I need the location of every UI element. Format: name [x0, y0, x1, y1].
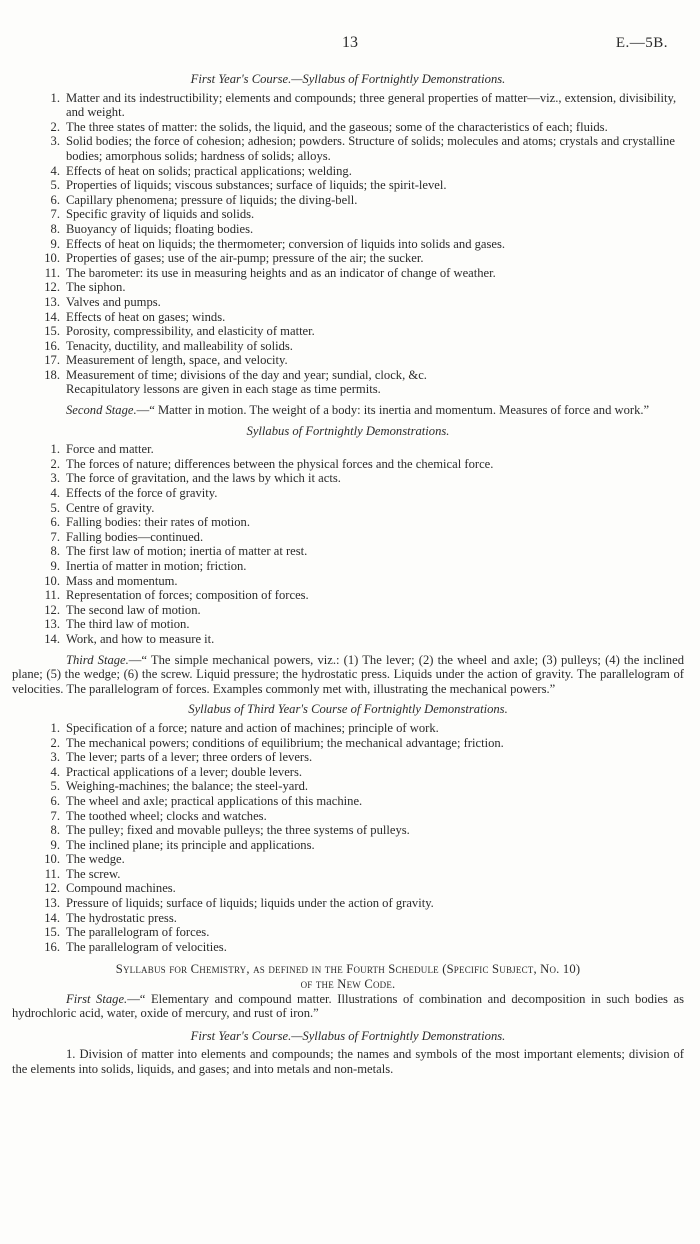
list-item-number: 10.	[44, 573, 60, 588]
list-item	[12, 310, 684, 325]
list-item-text: Representation of forces; composition of forces.	[66, 588, 309, 603]
list-item	[12, 530, 684, 545]
list-item	[12, 457, 684, 472]
third-stage-text: —“ The simple mechanical powers, viz.: (1) The lever; (2) the wheel and axle; (3) pulleys; (4) the inclined plane; (5) the wedge; (6) the screw. Liquid pressure; the hydrostatic press. Liquids under the action of gravity. The parallelogram of velocities. The parallelogram of forces. Examples commonly met with, illustrating the mechanical powers.”	[12, 652, 684, 696]
chemistry-item-1-number: 1.	[66, 1047, 76, 1062]
list-item-text: Specific gravity of liquids and solids.	[66, 207, 255, 222]
list-item-number: 18.	[44, 367, 60, 382]
list-item	[12, 765, 684, 780]
chemistry-first-stage-paragraph	[12, 992, 684, 1021]
list-item	[12, 544, 684, 559]
list-item-text: The parallelogram of velocities.	[66, 939, 227, 954]
list-item	[12, 603, 684, 618]
list-item	[12, 617, 684, 632]
list-item-text: The inclined plane; its principle and applications.	[66, 837, 315, 852]
list-item-number: 6.	[50, 515, 60, 530]
second-stage-paragraph	[12, 403, 684, 418]
chemistry-first-stage-text: —“ Elementary and compound matter. Illustrations of combination and decomposition in such bodies as hydrochloric acid, water, oxide of mercury, and rust of iron.”	[12, 991, 685, 1021]
list-item-number: 16.	[44, 338, 60, 353]
list-item-text: Compound machines.	[66, 881, 176, 896]
list-item	[12, 193, 684, 208]
third-year-syllabus-list	[12, 721, 684, 955]
list-item-number: 7.	[50, 529, 60, 544]
list-item	[12, 750, 684, 765]
list-item-text: Capillary phenomena; pressure of liquids; the diving-bell.	[66, 192, 358, 207]
body-text	[12, 72, 684, 1077]
list-item-number: 3.	[50, 471, 60, 486]
list-item-text: The barometer: its use in measuring heights and as an indicator of change of weather.	[66, 265, 496, 280]
chemistry-item-1	[12, 1047, 684, 1076]
list-item	[12, 574, 684, 589]
list-item-text: Effects of heat on gases; winds.	[66, 309, 226, 324]
third-stage-label: Third Stage.	[66, 652, 129, 667]
list-item-text: Matter and its indestructibility; elements and compounds; three general properties of matter—viz., extension, divisibility, and weight.	[66, 90, 677, 120]
section-heading-third-year: Syllabus of Third Year's Course of Fortnightly Demonstrations.	[188, 702, 508, 717]
list-item	[12, 207, 684, 222]
list-item-text: The pulley; fixed and movable pulleys; the three systems of pulleys.	[66, 823, 410, 838]
list-item-text: Buoyancy of liquids; floating bodies.	[66, 221, 254, 236]
list-item	[12, 368, 684, 383]
list-item-number: 4.	[50, 486, 60, 501]
list-item	[12, 779, 684, 794]
list-item-text: The mechanical powers; conditions of equilibrium; the mechanical advantage; friction.	[66, 735, 504, 750]
list-item-text: Effects of the force of gravity.	[66, 486, 218, 501]
list-item	[12, 852, 684, 867]
list-item	[12, 91, 684, 120]
list-item-text: The wheel and axle; practical applications of this machine.	[66, 793, 363, 808]
list-item-text: Mass and momentum.	[66, 573, 178, 588]
list-item-text: Porosity, compressibility, and elasticity of matter.	[66, 324, 315, 339]
list-item-number: 3.	[50, 134, 60, 149]
list-item	[12, 632, 684, 647]
list-item	[12, 896, 684, 911]
list-item-number: 9.	[50, 837, 60, 852]
list-item-text: Properties of liquids; viscous substances; surface of liquids; the spirit-level.	[66, 178, 447, 193]
list-item-text: Measurement of length, space, and velocity.	[66, 353, 288, 368]
document-reference: E.—5B.	[615, 35, 668, 51]
list-item	[12, 501, 684, 516]
list-item-number: 8.	[50, 221, 60, 236]
list-item	[12, 588, 684, 603]
list-item-number: 11.	[44, 588, 60, 603]
second-stage-syllabus-list	[12, 442, 684, 646]
list-item-number: 5.	[50, 178, 60, 193]
list-item	[12, 251, 684, 266]
chemistry-syllabus-heading: Syllabus for Chemistry, as defined in the Fourth Schedule (Specific Subject, No. 10)	[115, 962, 581, 977]
list-item-text: Falling bodies—continued.	[66, 529, 204, 544]
list-item	[12, 353, 684, 368]
list-item-number: 4.	[50, 764, 60, 779]
section-heading-first-year: First Year's Course.—Syllabus of Fortnightly Demonstrations.	[190, 72, 506, 86]
list-item-number: 12.	[44, 881, 60, 896]
list-item-number: 2.	[50, 119, 60, 134]
list-item-text: The second law of motion.	[66, 602, 201, 617]
list-item-text: Specification of a force; nature and action of machines; principle of work.	[66, 720, 439, 735]
list-item-text: Solid bodies; the force of cohesion; adhesion; powders. Structure of solids; molecules and atoms; crystals and crystalline bodies; amorphous solids; hardness of solids; alloys.	[66, 134, 675, 163]
list-item-text: Pressure of liquids; surface of liquids; liquids under the action of gravity.	[66, 896, 434, 911]
list-item-number: 13.	[44, 617, 60, 632]
list-item-number: 11.	[44, 866, 60, 881]
list-item	[12, 867, 684, 882]
chemistry-syllabus-heading-line2: of the New Code.	[300, 977, 396, 992]
list-item-number: 11.	[44, 265, 60, 280]
list-item	[12, 881, 684, 896]
list-item-number: 10.	[44, 251, 60, 266]
list-item-number: 2.	[50, 456, 60, 471]
list-item-text: Inertia of matter in motion; friction.	[66, 559, 247, 573]
list-item	[12, 120, 684, 135]
list-item	[12, 164, 684, 179]
list-item-number: 12.	[44, 602, 60, 617]
list-item-text: The hydrostatic press.	[66, 910, 177, 925]
list-item	[12, 794, 684, 809]
list-item-text: The force of gravitation, and the laws by which it acts.	[66, 471, 341, 486]
list-item-text: Effects of heat on liquids; the thermometer; conversion of liquids into solids and gases.	[66, 236, 506, 251]
list-item-number: 1.	[50, 720, 60, 735]
list-item	[12, 222, 684, 237]
list-item	[12, 940, 684, 955]
list-item-number: 6.	[50, 192, 60, 207]
list-item-text: Effects of heat on solids; practical applications; welding.	[66, 163, 352, 178]
third-stage-paragraph	[12, 653, 684, 697]
recapitulatory-note: Recapitulatory lessons are given in each stage as time permits.	[66, 382, 381, 397]
list-item-number: 2.	[50, 735, 60, 750]
list-item-number: 7.	[50, 808, 60, 823]
list-item-number: 12.	[44, 280, 60, 295]
list-item-number: 7.	[50, 207, 60, 222]
list-item	[12, 559, 684, 574]
list-item	[12, 237, 684, 252]
first-year-syllabus-list	[12, 91, 684, 383]
list-item-number: 16.	[44, 939, 60, 954]
list-item	[12, 736, 684, 751]
list-item-text: Properties of gases; use of the air-pump; pressure of the air; the sucker.	[66, 251, 424, 266]
list-item-number: 4.	[50, 163, 60, 178]
chemistry-item-1-text: Division of matter into elements and compounds; the names and symbols of the most important elements; division of the elements into solids, liquids, and gases; and into metals and non-metals.	[12, 1047, 684, 1076]
list-item	[12, 280, 684, 295]
list-item-text: Valves and pumps.	[66, 294, 161, 309]
list-item-number: 9.	[50, 559, 60, 573]
list-item-text: The first law of motion; inertia of matter at rest.	[66, 544, 308, 559]
section-heading-chemistry-first-year: First Year's Course.—Syllabus of Fortnightly Demonstrations.	[190, 1028, 506, 1043]
list-item-number: 1.	[50, 442, 60, 457]
list-item-number: 13.	[44, 294, 60, 309]
list-item-text: Measurement of time; divisions of the day and year; sundial, clock, &c.	[66, 367, 427, 382]
list-item-number: 14.	[44, 631, 60, 646]
list-item-text: Practical applications of a lever; double levers.	[66, 764, 303, 779]
list-item-text: The screw.	[66, 866, 121, 881]
list-item	[12, 266, 684, 281]
list-item	[12, 721, 684, 736]
list-item	[12, 838, 684, 853]
list-item-text: Centre of gravity.	[66, 500, 155, 515]
list-item-text: Weighing-machines; the balance; the steel-yard.	[66, 779, 309, 794]
list-item-text: The three states of matter: the solids, the liquid, and the gaseous; some of the characteristics of each; fluids.	[66, 119, 608, 134]
second-stage-text: —“ Matter in motion. The weight of a body: its inertia and momentum. Measures of force and work.”	[136, 403, 650, 418]
list-item	[12, 134, 684, 163]
list-item-number: 3.	[50, 750, 60, 765]
list-item	[12, 486, 684, 501]
list-item-number: 17.	[44, 353, 60, 368]
list-item-text: The wedge.	[66, 852, 125, 867]
list-item	[12, 178, 684, 193]
list-item	[12, 324, 684, 339]
list-item-text: The third law of motion.	[66, 617, 190, 632]
chemistry-first-stage-label: First Stage.	[66, 991, 128, 1006]
list-item	[12, 823, 684, 838]
list-item	[12, 471, 684, 486]
list-item-text: Work, and how to measure it.	[66, 631, 215, 646]
list-item	[12, 295, 684, 310]
page-header	[12, 36, 688, 56]
list-item-number: 10.	[44, 852, 60, 867]
list-item	[12, 925, 684, 940]
list-item	[12, 339, 684, 354]
list-item-number: 15.	[44, 925, 60, 940]
page-number: 13	[342, 34, 358, 51]
list-item-text: Force and matter.	[66, 442, 154, 457]
list-item-text: The siphon.	[66, 280, 126, 295]
list-item-number: 14.	[44, 309, 60, 324]
list-item-number: 1.	[50, 90, 60, 105]
list-item-text: Tenacity, ductility, and malleability of solids.	[66, 338, 293, 353]
list-item	[12, 809, 684, 824]
list-item-text: Falling bodies: their rates of motion.	[66, 515, 250, 530]
list-item-text: The toothed wheel; clocks and watches.	[66, 808, 267, 823]
list-item-number: 14.	[44, 910, 60, 925]
list-item	[12, 442, 684, 457]
list-item	[12, 515, 684, 530]
list-item-text: The forces of nature; differences between the physical forces and the chemical force.	[66, 456, 494, 471]
list-item-text: The lever; parts of a lever; three orders of levers.	[66, 750, 313, 765]
list-item-number: 5.	[50, 779, 60, 794]
list-item-number: 15.	[44, 324, 60, 339]
list-item-number: 5.	[50, 500, 60, 515]
second-stage-label: Second Stage.	[66, 403, 137, 418]
list-item-text: The parallelogram of forces.	[66, 925, 210, 940]
list-item-number: 13.	[44, 896, 60, 911]
list-item-number: 8.	[50, 823, 60, 838]
section-heading-second-stage: Syllabus of Fortnightly Demonstrations.	[246, 423, 450, 438]
list-item-number: 9.	[50, 236, 60, 251]
list-item-number: 8.	[50, 544, 60, 559]
list-item	[12, 911, 684, 926]
list-item-number: 6.	[50, 793, 60, 808]
